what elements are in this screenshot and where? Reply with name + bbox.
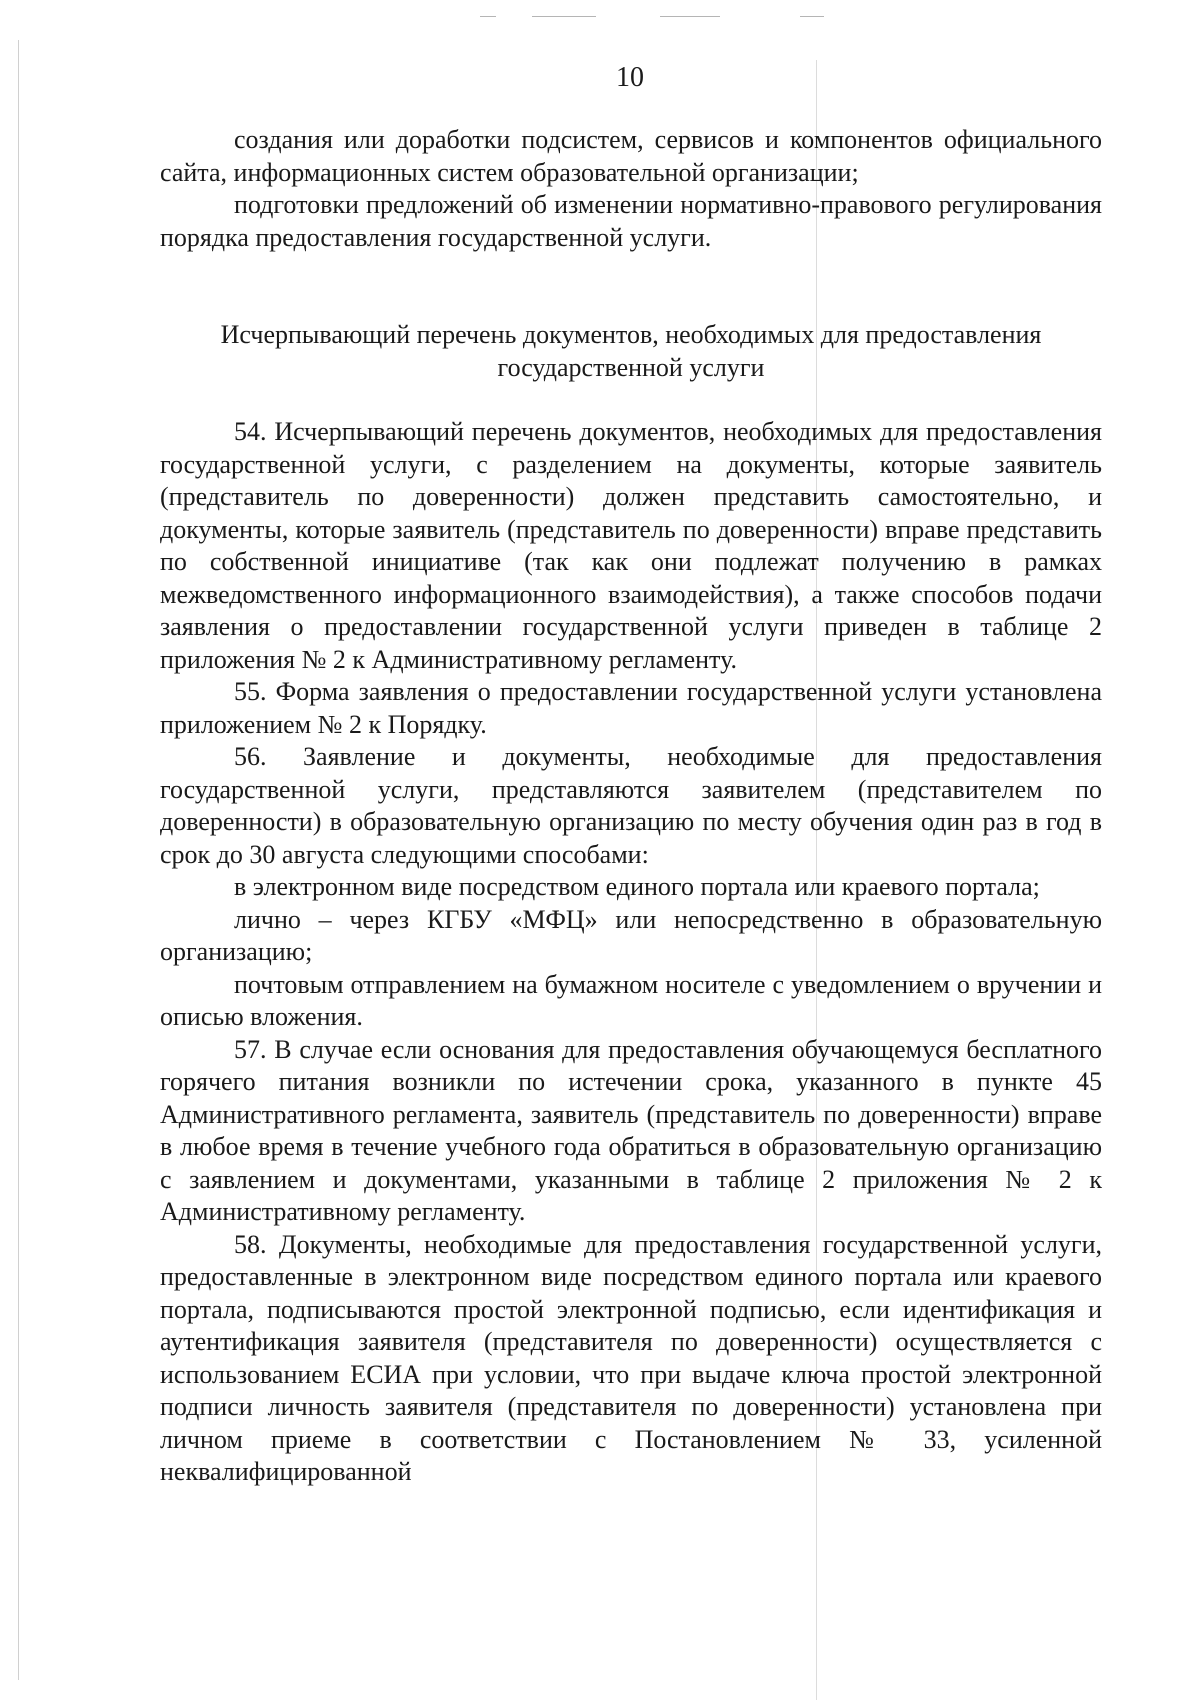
- list-item: почтовым отправлением на бумажном носителе с уведомлением о вручении и описью вложения.: [160, 969, 1102, 1031]
- scan-artifact-top-1: [480, 16, 496, 17]
- list-item: лично – через КГБУ «МФЦ» или непосредственно в образовательную организацию;: [160, 904, 1102, 966]
- section-heading-line-2: государственной услуги: [497, 352, 765, 382]
- section-heading: [160, 319, 1102, 384]
- paragraph-55: 55. Форма заявления о предоставлении государственной услуги установлена приложением № 2 к Порядку.: [160, 677, 1102, 739]
- paragraph-54: 54. Исчерпывающий перечень документов, необходимых для предоставления государственной услуги, с разделением на документы, которые заявитель (представитель по доверенности) должен представить самостоятельно, и документы, которые заявитель (представитель по доверенности) вправе представить по собственной инициативе (так как они подлежат получению в рамках межведомственного информационного взаимодействия), а также способов подачи заявления о предоставлении государственной услуги приведен в таблице 2 приложения № 2 к Административному регламенту.: [160, 417, 1102, 674]
- scan-artifact-top-4: [800, 16, 824, 17]
- paragraph-58: 58. Документы, необходимые для предоставления государственной услуги, предоставленные в электронном виде посредством единого портала или краевого портала, подписываются простой электронной подписью, если идентификация и аутентификация заявителя (представителя по доверенности) осуществляется с использованием ЕСИА при условии, что при выдаче ключа простой электронной подписи личность заявителя (представителя по доверенности) установлена при личном приеме в соответствии с Постановлением № 33, усиленной неквалифицированной: [160, 1229, 1102, 1486]
- paragraph-56: 56. Заявление и документы, необходимые для предоставления государственной услуги, представляются заявителем (представителем по доверенности) в образовательную организацию по месту обучения один раз в год в срок до 30 августа следующими способами:: [160, 742, 1102, 869]
- scan-artifact-left-edge: [18, 40, 19, 1680]
- paragraph: подготовки предложений об изменении нормативно-правового регулирования порядка предоставления государственной услуги.: [160, 190, 1102, 252]
- scan-artifact-top-2: [532, 16, 596, 17]
- document-body: [160, 124, 1102, 1489]
- paragraph-57: 57. В случае если основания для предоставления обучающемуся бесплатного горячего питания возникли по истечении срока, указанного в пункте 45 Административного регламента, заявитель (представитель по доверенности) вправе в любое время в течение учебного года обратиться в образовательную организацию с заявлением и документами, указанными в таблице 2 приложения № 2 к Административному регламенту.: [160, 1034, 1102, 1226]
- section-heading-line-1: Исчерпывающий перечень документов, необходимых для предоставления: [220, 320, 1042, 349]
- paragraph: создания или доработки подсистем, сервисов и компонентов официального сайта, информационных систем образовательной организации;: [160, 125, 1102, 187]
- list-item: в электронном виде посредством единого портала или краевого портала;: [234, 872, 1040, 901]
- scan-artifact-top-3: [660, 16, 720, 17]
- page-number: 10: [616, 62, 644, 93]
